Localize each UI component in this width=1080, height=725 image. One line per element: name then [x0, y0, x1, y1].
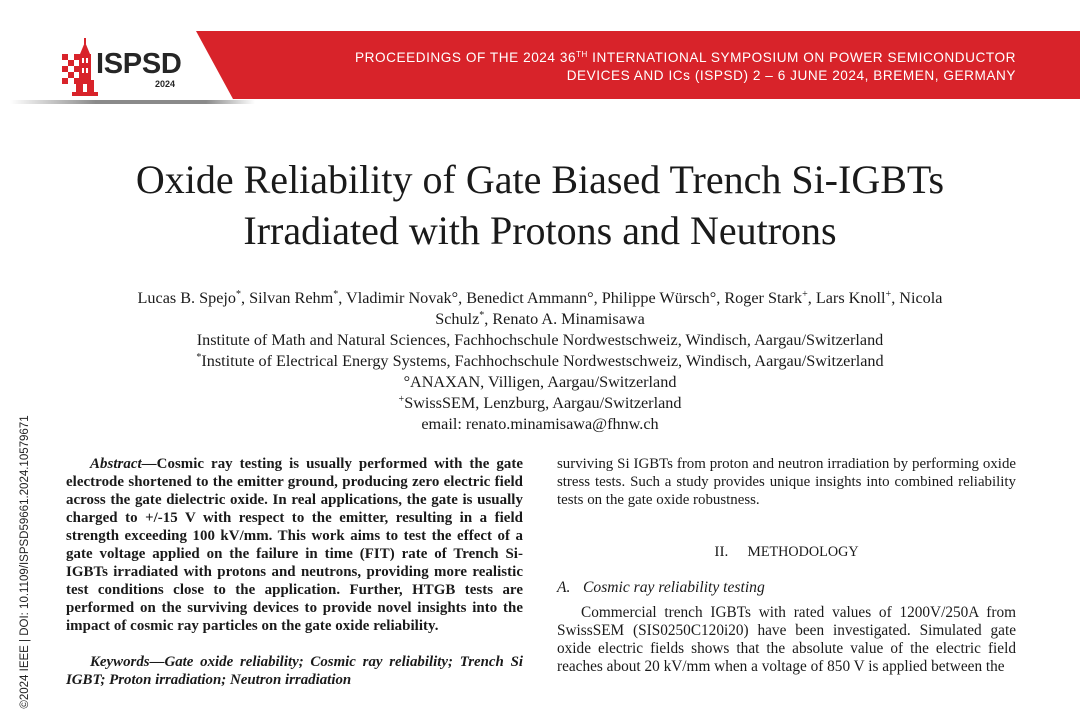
- paper-title-line-1: Oxide Reliability of Gate Biased Trench Si-IGBTs: [135, 157, 945, 202]
- header-gray-rule: [10, 100, 255, 104]
- proceedings-header: [256, 49, 1016, 85]
- abstract-lead: Abstract—: [90, 456, 157, 472]
- authors-line-1: Lucas B. Spejo*, Silvan Rehm*, Vladimir Novak°, Benedict Ammann°, Philippe Würsch°, Roger Stark+, Lars Knoll+, Nicola: [137, 289, 943, 307]
- section-heading: II. METHODOLOGY: [714, 543, 859, 560]
- affiliation-1: Institute of Math and Natural Sciences, Fachhochschule Nordwestschweiz, Windisch, Aargau/Switzerland: [196, 331, 884, 349]
- author-email: email: renato.minamisawa@fhnw.ch: [421, 415, 659, 433]
- affiliation-2: *Institute of Electrical Energy Systems, Fachhochschule Nordwestschweiz, Windisch, Aargau/Switzerland: [196, 352, 884, 370]
- affiliation-4: +SwissSEM, Lenzburg, Aargau/Switzerland: [398, 394, 682, 412]
- authors-line-2: Schulz*, Renato A. Minamisawa: [435, 310, 645, 328]
- proceedings-line-2: DEVICES AND ICs (ISPSD) 2 – 6 JUNE 2024, BREMEN, GERMANY: [566, 68, 1016, 83]
- side-doi-text: ©2024 IEEE | DOI: 10.1109/ISPSD59661.2024.10579671: [19, 415, 31, 709]
- paper-title-line-2: Irradiated with Protons and Neutrons: [243, 208, 837, 253]
- intro-paragraph-end: surviving Si IGBTs from proton and neutron irradiation by performing oxide stress tests. Such a study provides unique insights into combined reliability tests on the gate oxide robustness.: [557, 456, 1016, 508]
- subsection-heading: A. Cosmic ray reliability testing: [557, 579, 765, 596]
- right-column: [557, 455, 1016, 676]
- logo-wordmark: ISPSD: [96, 48, 182, 80]
- abstract-body: Cosmic ray testing is usually performed with the gate electrode shortened to the emitter ground, producing zero electric field across the gate dielectric oxide. In real applications, the gate is usually charged to +/-15 V with respect to the emitter, resulting in a field strength exceeding 100 kV/mm. This work aims to test the effect of a gate voltage applied on the failure in time (FIT) rate of Trench Si-IGBTs irradiated with protons and neutrons, providing more realistic test conditions close to the application. Further, HTGB tests are performed on the surviving devices to provide novel insights into the impact of cosmic ray particles on the gate oxide reliability.: [66, 456, 523, 634]
- affiliation-3: °ANAXAN, Villigen, Aargau/Switzerland: [403, 373, 677, 391]
- keywords: Keywords—Gate oxide reliability; Cosmic ray reliability; Trench Si IGBT; Proton irradiation; Neutron irradiation: [66, 654, 523, 688]
- abstract: [66, 455, 523, 635]
- left-column: [66, 455, 523, 689]
- methodology-paragraph: Commercial trench IGBTs with rated values of 1200V/250A from SwissSEM (SIS0250C120i20) have been investigated. Simulated gate oxide electric fields shows that the absolute value of the electric field reaches about 20 kV/mm when a voltage of 850 V is applied between the: [557, 604, 1016, 675]
- logo-year: 2024: [155, 79, 176, 89]
- proceedings-line-1: PROCEEDINGS OF THE 2024 36TH INTERNATIONAL SYMPOSIUM ON POWER SEMICONDUCTOR: [355, 50, 1016, 65]
